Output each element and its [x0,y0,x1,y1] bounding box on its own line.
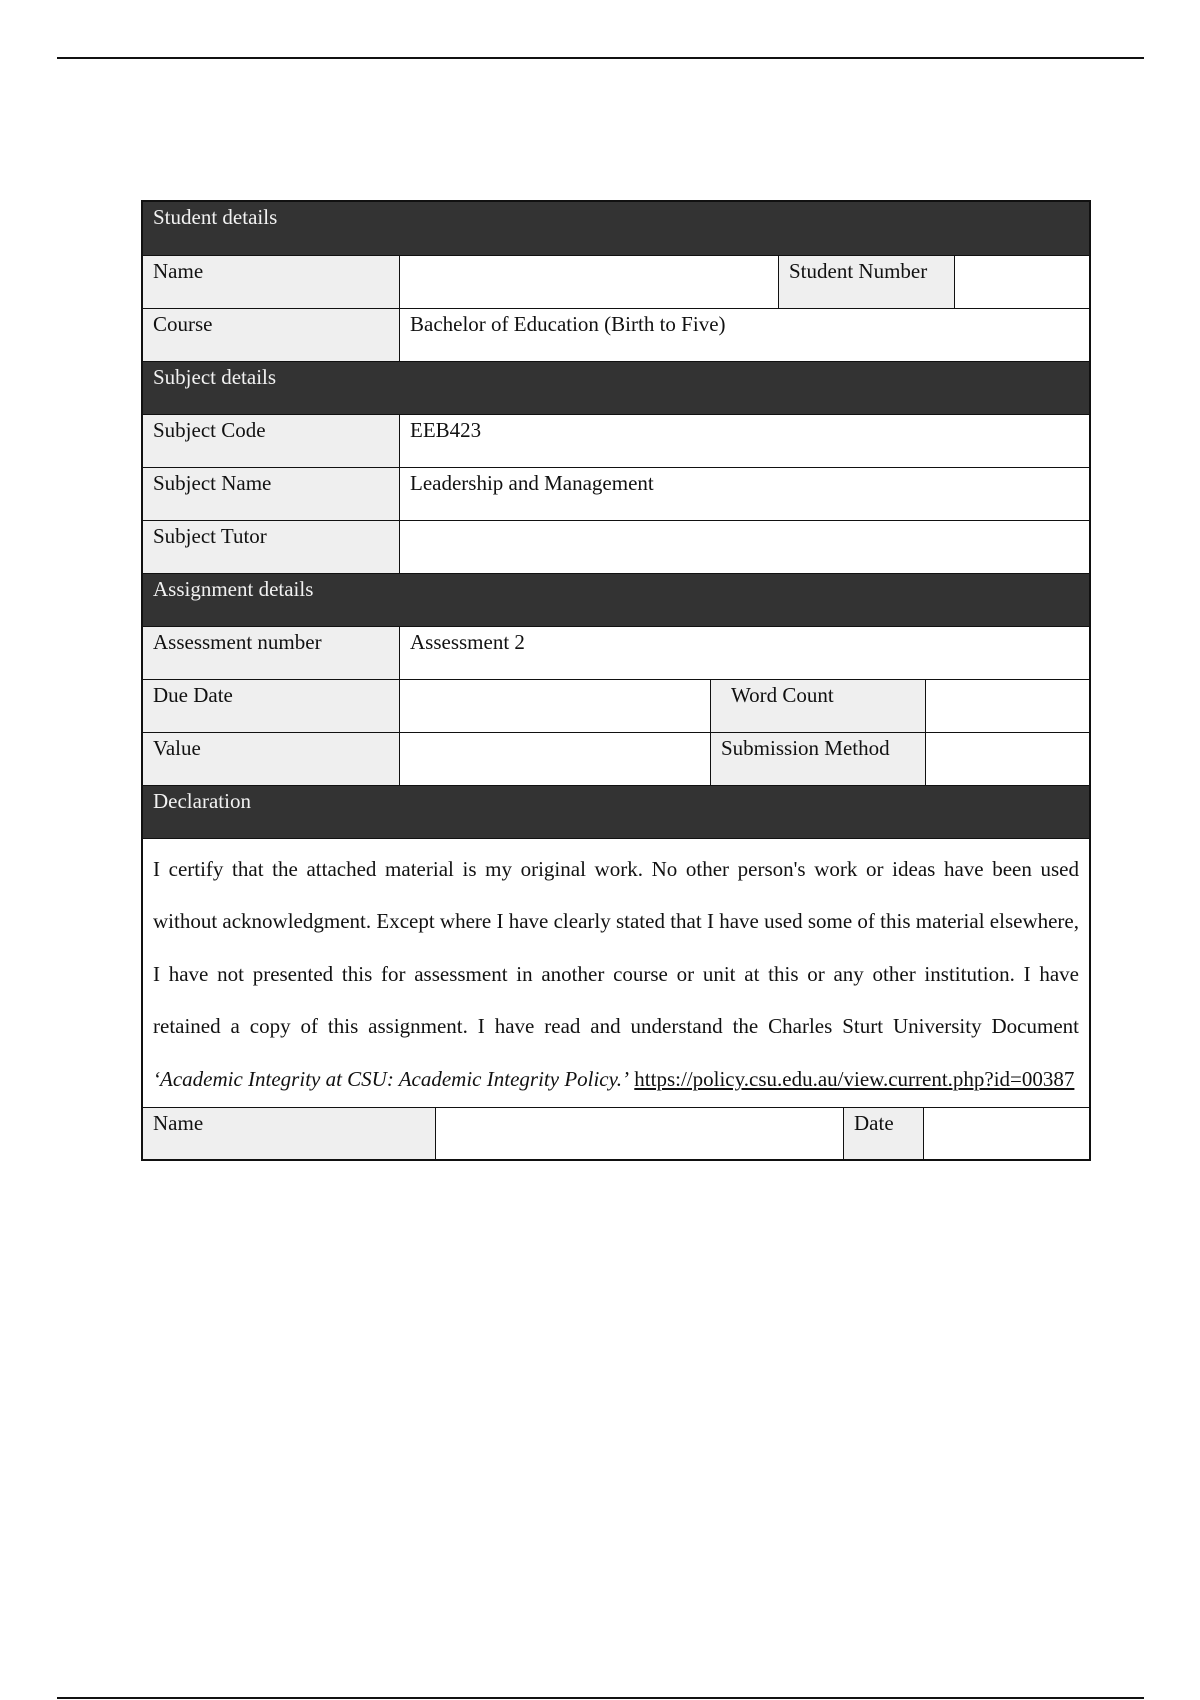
value-field[interactable] [399,733,710,785]
row-course [143,308,1089,361]
signature-date-field[interactable] [923,1108,1089,1159]
word-count-label: Word Count [710,680,925,732]
value-label: Value [143,733,399,785]
due-date-field[interactable] [399,680,710,732]
policy-link[interactable]: https://policy.csu.edu.au/view.current.php?id=00387 [634,1066,1075,1091]
row-due-date [143,679,1089,732]
footer-rule [57,1697,1144,1699]
section-assignment-details: Assignment details [143,573,1089,626]
course-value[interactable]: Bachelor of Education (Birth to Five) [399,309,1089,361]
section-declaration: Declaration [143,785,1089,838]
declaration-text-block [143,838,1089,1107]
submission-method-label: Submission Method [710,733,925,785]
course-label: Course [143,309,399,361]
subject-code-value[interactable]: EEB423 [399,415,1089,467]
row-signature [143,1107,1089,1159]
row-subject-tutor [143,520,1089,573]
row-subject-name [143,467,1089,520]
subject-code-label: Subject Code [143,415,399,467]
signature-name-field[interactable] [435,1108,843,1159]
subject-name-value[interactable]: Leadership and Management [399,468,1089,520]
row-name [143,255,1089,308]
word-count-field[interactable] [925,680,1089,732]
declaration-statement: I certify that the attached material is my original work. No other person's work or ideas have been used without acknowledgment. Except where I have clearly stated that I have used some of this material elsewhere, I have not presented this for assessment in another course or unit at this or any other institution. I have retained a copy of this assignment. I have read and understand the Charles Sturt University Document [153,857,1079,1039]
policy-title: ‘Academic Integrity at CSU: Academic Integrity Policy.’ [153,1066,630,1091]
signature-name-label: Name [143,1108,435,1159]
row-subject-code [143,414,1089,467]
signature-date-label: Date [843,1108,923,1159]
student-number-label: Student Number [778,256,954,308]
section-subject-details: Subject details [143,361,1089,414]
assessment-number-value[interactable]: Assessment 2 [399,627,1089,679]
name-field[interactable] [399,256,778,308]
student-number-field[interactable] [954,256,1089,308]
name-label: Name [143,256,399,308]
row-assessment-number [143,626,1089,679]
section-student-details: Student details [143,202,1089,255]
header-rule [57,57,1144,59]
assessment-number-label: Assessment number [143,627,399,679]
row-value [143,732,1089,785]
assignment-cover-form [141,200,1091,1161]
due-date-label: Due Date [143,680,399,732]
subject-tutor-field[interactable] [399,521,1089,573]
subject-tutor-label: Subject Tutor [143,521,399,573]
submission-method-field[interactable] [925,733,1089,785]
subject-name-label: Subject Name [143,468,399,520]
